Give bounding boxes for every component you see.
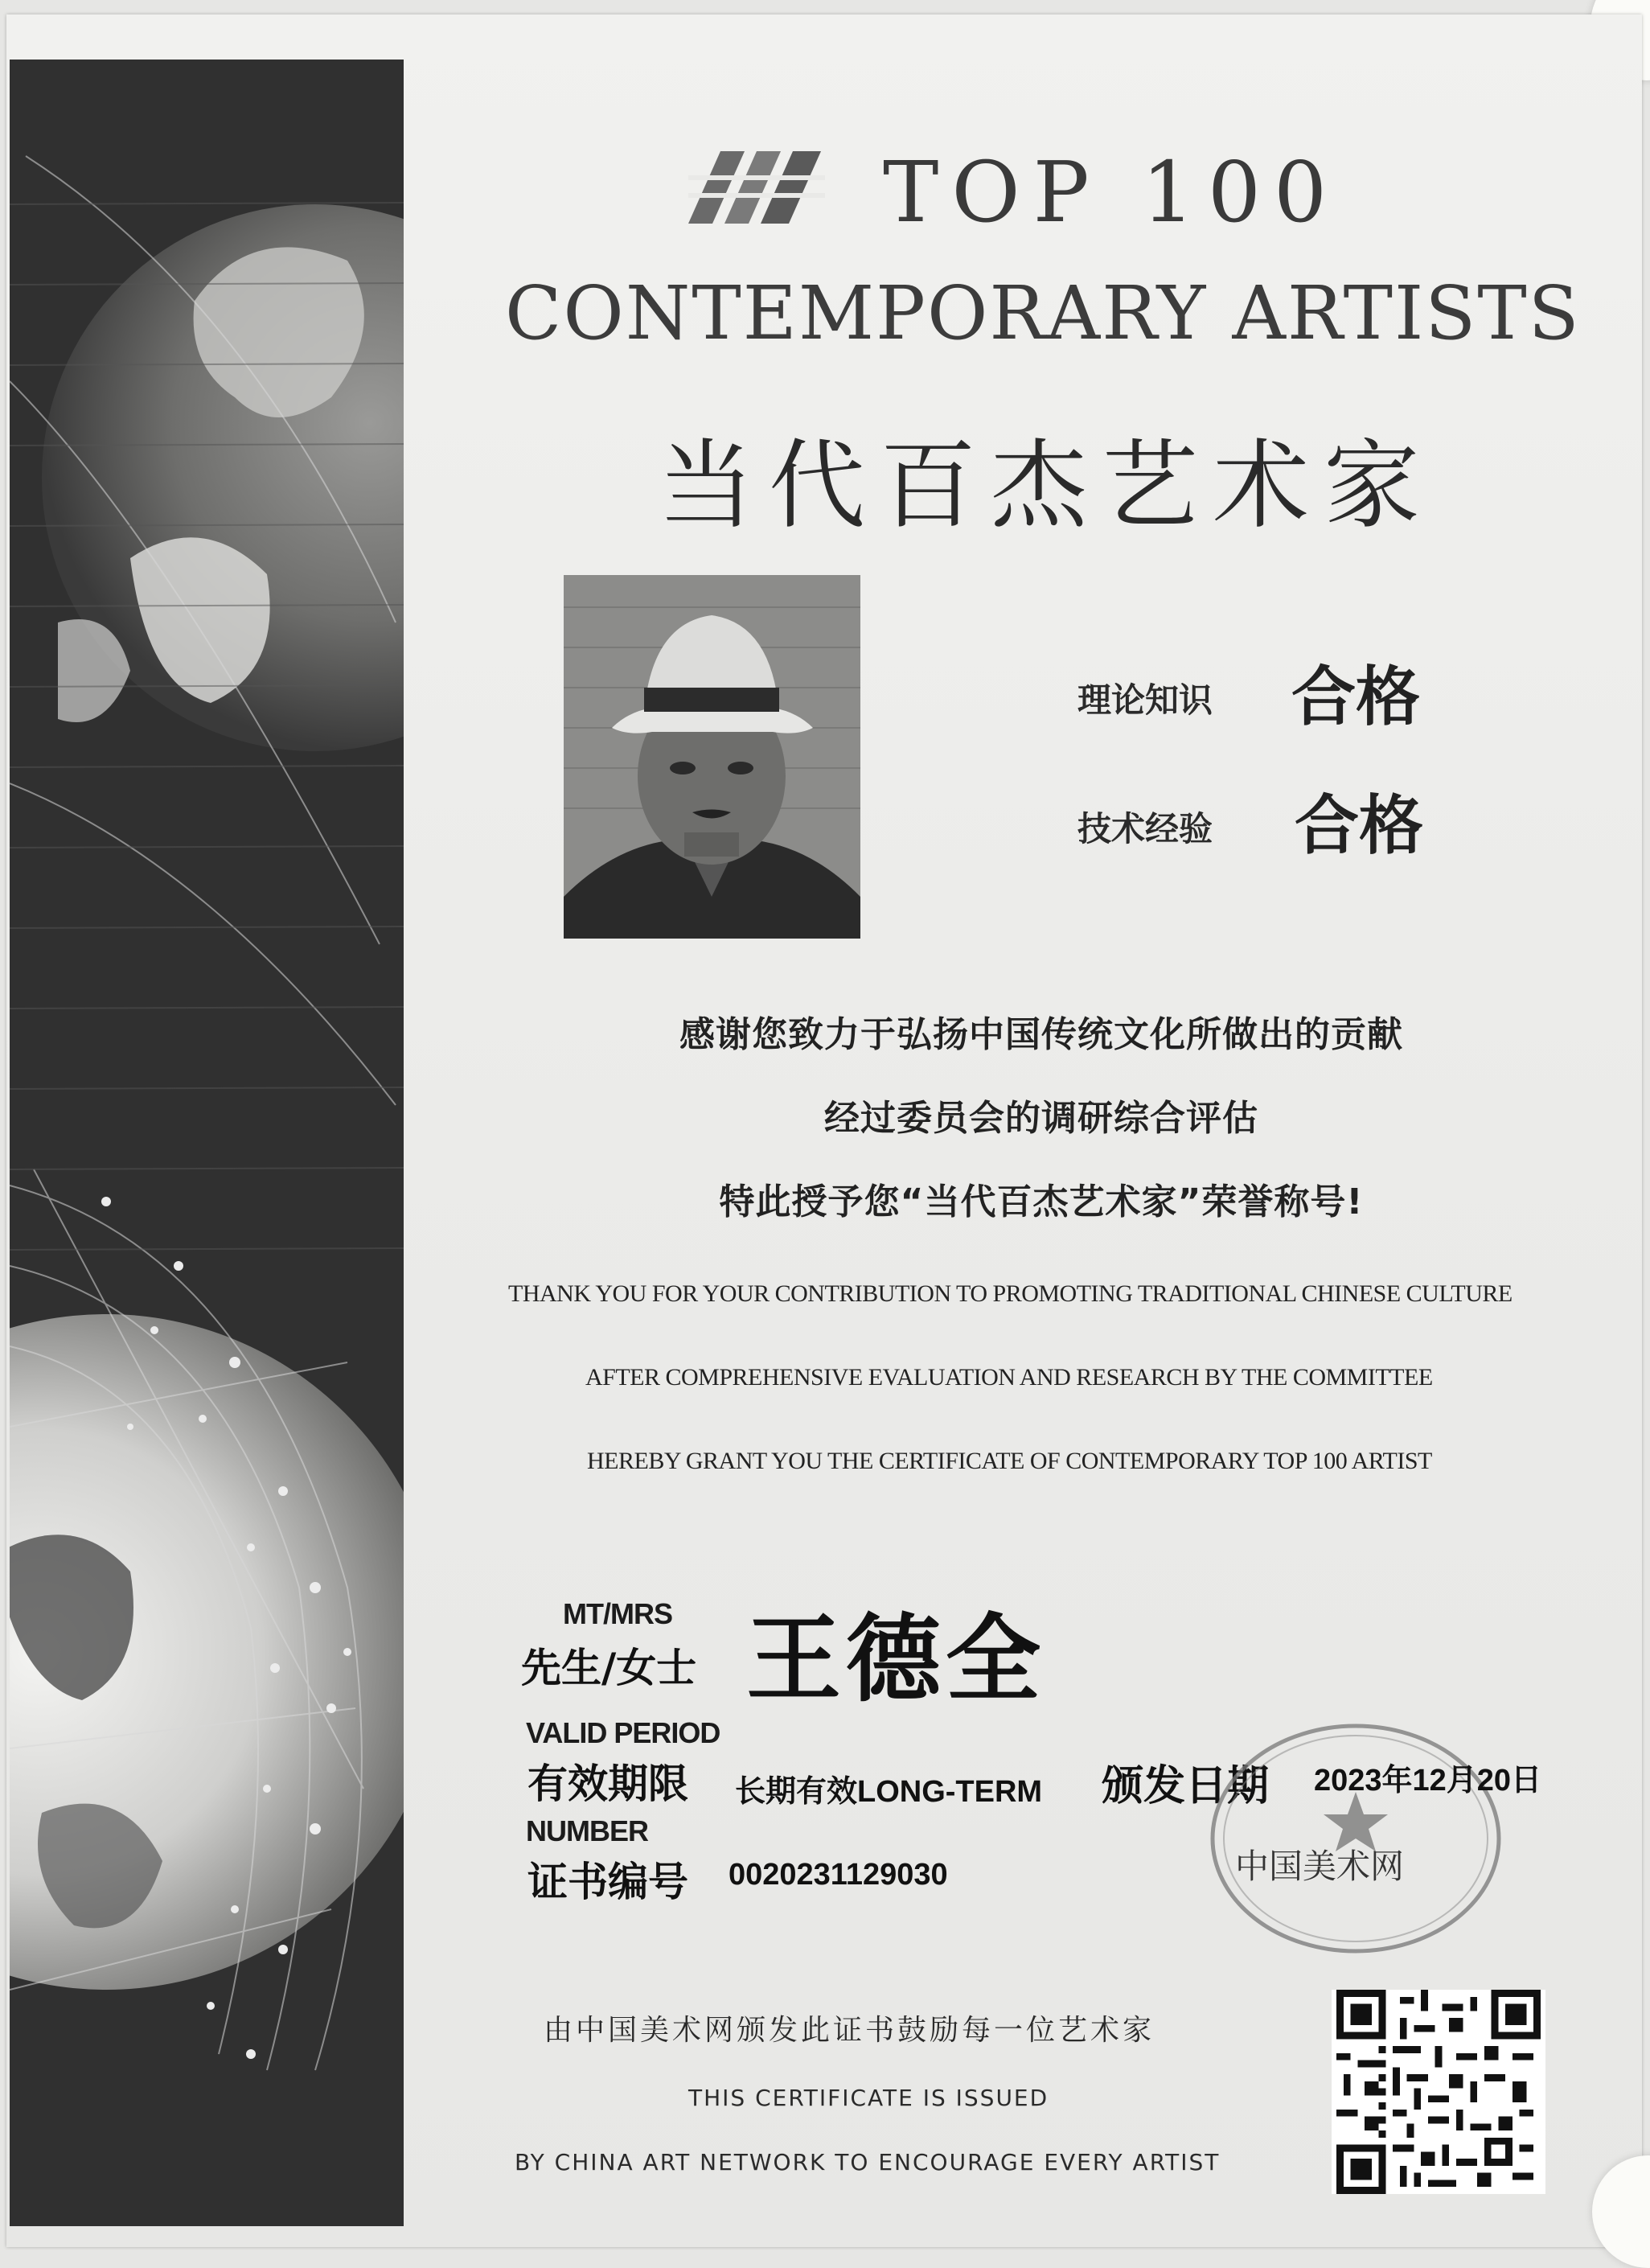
footer-cn: 由中国美术网颁发此证书鼓励每一位艺术家 — [544, 2014, 1155, 2047]
certificate-number-label-en: NUMBER — [526, 1814, 648, 1847]
recipient-title-en: MT/MRS — [563, 1597, 672, 1630]
technical-experience-label: 技术经验 — [1077, 809, 1213, 848]
citation-cn-line-2: 经过委员会的调研综合评估 — [824, 1098, 1258, 1139]
title-contemporary-artists: CONTEMPORARY ARTISTS — [505, 270, 1581, 356]
certificate-number-label-cn: 证书编号 — [527, 1859, 688, 1905]
citation-en-line-3: HEREBY GRANT YOU THE CERTIFICATE OF CONTEMPORARY TOP 100 ARTIST — [587, 1448, 1432, 1474]
issue-date-value: 2023年12月20日 — [1314, 1764, 1542, 1798]
citation-cn-line-1: 感谢您致力于弘扬中国传统文化所做出的贡献 — [679, 1014, 1403, 1055]
certificate-sheet — [6, 14, 1642, 2247]
footer-en-line-1: THIS CERTIFICATE IS ISSUED — [688, 2085, 1049, 2111]
qr-code[interactable] — [1332, 1990, 1545, 2194]
brand-logo-icon — [688, 143, 825, 232]
valid-period-label-en: VALID PERIOD — [526, 1716, 720, 1749]
theory-knowledge-result: 合格 — [1291, 659, 1420, 734]
recipient-name: 王德全 — [746, 1604, 1046, 1715]
footer-en-line-2: BY CHINA ART NETWORK TO ENCOURAGE EVERY ARTIST — [515, 2149, 1221, 2176]
recipient-title-cn: 先生/女士 — [521, 1645, 697, 1691]
seal-center-text: 中国美术网 — [1235, 1847, 1405, 1886]
theory-knowledge-label: 理论知识 — [1077, 680, 1213, 720]
certificate-number-value: 0020231129030 — [729, 1858, 948, 1892]
valid-period-label-cn: 有效期限 — [527, 1761, 688, 1807]
globe-decoration-strip — [10, 60, 404, 2226]
globe-illustration — [10, 60, 404, 2226]
valid-period-value: 长期有效LONG-TERM — [735, 1775, 1043, 1809]
issue-date-label: 颁发日期 — [1102, 1762, 1270, 1810]
citation-en-line-2: AFTER COMPREHENSIVE EVALUATION AND RESEARCH BY THE COMMITTEE — [585, 1364, 1433, 1391]
technical-experience-result: 合格 — [1295, 788, 1423, 863]
title-chinese: 当代百杰艺术家 — [658, 430, 1435, 542]
citation-cn-line-3: 特此授予您“当代百杰艺术家”荣誉称号! — [719, 1181, 1364, 1222]
title-top-100: TOP 100 — [883, 143, 1340, 241]
citation-en-line-1: THANK YOU FOR YOUR CONTRIBUTION TO PROMOTING TRADITIONAL CHINESE CULTURE — [508, 1280, 1512, 1307]
recipient-photo — [564, 575, 860, 939]
